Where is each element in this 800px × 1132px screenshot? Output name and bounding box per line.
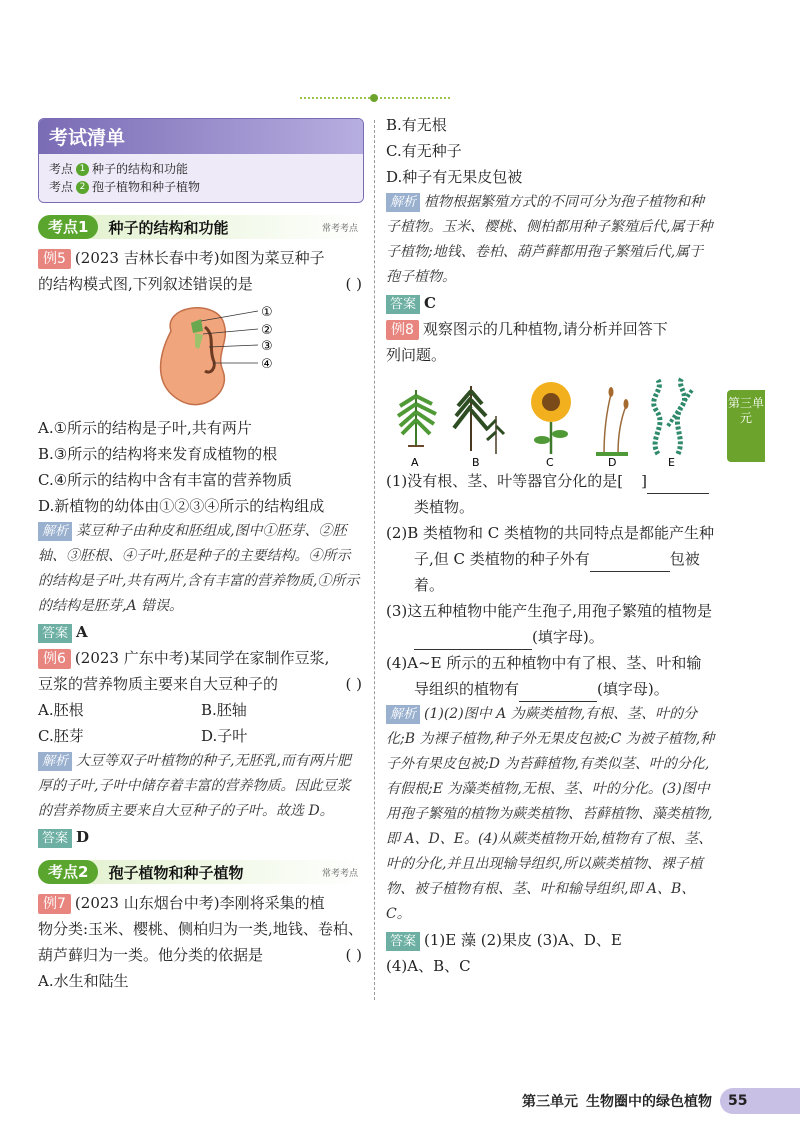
section-tag: 考点1 [38,215,98,239]
unit-side-tab: 第三单元 [727,390,765,462]
page-footer [522,1086,800,1116]
plant-label-c: C [546,456,554,468]
answer-blank[interactable] [519,684,597,702]
analysis-text: (1)(2)图中 A 为蕨类植物,有根、茎、叶的分化;B 为裸子植物,种子外无果皮包被;C 为被子植物,种子外有果皮包被;D 为苔藓植物,有类似茎、叶的分化,有假根;E 为藻类植物,无根、茎、叶的分化。(3)图中用孢子繁殖的植物为蕨类植物、苔藓植物、藻类植物,即 A、D、E。(4)从蕨类植物开始,植物有了根、茎、叶的分化,并且出现输导组织,所以蕨类植物、裸子植物、被子植物有根、茎、叶和输导组织,即 A、B、C。 [386,706,715,922]
footer-chapter: 生物圈中的绿色植物 [586,1094,712,1110]
exam-checklist [38,118,364,203]
answer-tag: 答案 [386,295,420,314]
sub-question-3 [386,598,716,650]
checklist-item-text: 种子的结构和功能 [92,162,189,176]
section-header-1 [38,215,364,239]
question-text: (2023 广东中考)某同学在家制作豆浆, [74,649,330,667]
answer-value: D [76,828,90,846]
answer-blank[interactable] [623,476,641,494]
sub-question-text: ] [641,472,647,490]
question-text: 的结构模式图,下列叙述错误的是 [38,275,253,293]
section-tag: 考点2 [38,860,98,884]
sub-question-2 [386,520,716,598]
sub-question-text: 类植物。 [414,498,475,516]
answer-tag: 答案 [386,932,420,951]
analysis-tag: 解析 [386,705,420,724]
sub-question-text: (1)没有根、茎、叶等器官分化的是[ [386,472,624,490]
top-decoration [300,94,450,102]
section-title: 孢子植物和种子植物 [108,863,244,882]
section-header-2 [38,860,364,884]
checklist-item-prefix: 考点 [49,162,74,176]
question-text: (2023 山东烟台中考)李刚将采集的植 [74,894,325,912]
right-column [386,112,716,979]
sub-question-text: (3)这五种植物中能产生孢子,用孢子繁殖的植物是 [386,602,713,620]
analysis-text: 植物根据繁殖方式的不同可分为孢子植物和种子植物。玉米、樱桃、侧柏都用种子繁殖后代,属于种子植物;地钱、卷柏、葫芦藓都用孢子繁殖后代,属于孢子植物。 [386,194,713,285]
answer-blank[interactable] [590,554,670,572]
option-b: B.有无根 [386,116,447,134]
analysis-tag: 解析 [38,752,72,771]
answer-blank[interactable] [647,476,709,494]
section-title: 种子的结构和功能 [108,218,229,237]
example-tag: 例7 [38,894,71,914]
option-a: A.①所示的结构是子叶,共有两片 [38,419,252,437]
option-b: B.③所示的结构将来发育成植物的根 [38,445,278,463]
example-7 [38,890,364,994]
left-column [38,118,364,994]
answer-tag: 答案 [38,829,72,848]
example-tag: 例5 [38,249,71,269]
analysis-tag: 解析 [38,522,72,541]
option-a: A.胚根 [38,701,84,719]
sub-question-text: (填字母)。 [597,680,669,698]
answer-value: C [424,294,436,312]
option-a: A.水生和陆生 [38,972,129,990]
answer-value: (1)E 藻 (2)果皮 (3)A、D、E [424,931,622,949]
sub-question-text: (2)B 类植物和 C 类植物的共同特点是都能产生种子,但 C 类植物的种子外有 [386,524,715,568]
number-badge: 2 [76,181,89,194]
answer-blank[interactable] [414,632,532,650]
bean-seed-diagram [143,301,343,411]
plant-label-b: B [472,456,480,468]
fern-icon [398,390,436,446]
seed-label-2: ② [261,323,273,338]
answer-value: (4)A、B、C [386,957,471,975]
option-b: B.胚轴 [201,701,247,719]
plant-label-e: E [668,456,675,468]
plants-diagram [386,376,716,468]
algae-icon [654,378,692,454]
example-tag: 例6 [38,649,71,669]
sub-question-1 [386,468,716,520]
option-d: D.子叶 [201,727,248,745]
question-text: (2023 吉林长春中考)如图为菜豆种子 [74,249,325,267]
answer-paren: ( ) [345,946,362,964]
example-8 [386,316,716,979]
answer-paren: ( ) [345,275,362,293]
example-6 [38,645,364,850]
sunflower-icon [531,382,571,454]
checklist-item-1 [49,160,353,178]
conifer-icon [454,386,504,454]
section-hint: 常考考点 [321,868,358,879]
option-c: C.④所示的结构中含有丰富的营养物质 [38,471,293,489]
seed-label-1: ① [261,305,273,320]
option-c: C.有无种子 [386,142,462,160]
moss-icon [596,387,629,454]
sub-question-text: (填字母)。 [532,628,604,646]
analysis-text: 大豆等双子叶植物的种子,无胚乳,而有两片肥厚的子叶,子叶中储存着丰富的营养物质。因此豆浆的营养物质主要来自大豆种子的子叶。故选 D。 [38,753,351,819]
plant-label-d: D [608,456,617,468]
question-text: 豆浆的营养物质主要来自大豆种子的 [38,675,279,693]
option-d: D.新植物的幼体由①②③④所示的结构组成 [38,497,325,515]
page-number: 55 [720,1088,800,1114]
number-badge: 1 [76,163,89,176]
checklist-item-text: 孢子植物和种子植物 [92,180,201,194]
checklist-item-prefix: 考点 [49,180,74,194]
seed-label-4: ④ [261,357,273,372]
column-divider [374,120,375,1000]
section-hint: 常考考点 [321,223,358,234]
example-5 [38,245,364,645]
analysis-text: 菜豆种子由种皮和胚组成,图中①胚芽、②胚轴、③胚根、④子叶,胚是种子的主要结构。④所示的结构是子叶,共有两片,含有丰富的营养物质,①所示的结构是胚芽,A 错误。 [38,523,360,614]
example-tag: 例8 [386,320,419,340]
option-c: C.胚芽 [38,727,84,745]
sub-question-4 [386,650,716,702]
question-text: 观察图示的几种植物,请分析并回答下 [422,320,668,338]
answer-value: A [76,623,88,641]
sub-question-text: 包被着。 [414,550,700,594]
checklist-item-2 [49,178,353,196]
question-text: 列问题。 [386,346,447,364]
sub-question-text: (4)A~E 所示的五种植物中有了根、茎、叶和输导组织的植物有 [386,654,702,698]
footer-unit: 第三单元 [522,1094,578,1110]
question-text: 葫芦藓归为一类。他分类的依据是 [38,946,264,964]
checklist-title: 考试清单 [39,119,363,154]
option-d: D.种子有无果皮包被 [386,168,523,186]
seed-label-3: ③ [261,339,273,354]
answer-tag: 答案 [38,624,72,643]
answer-paren: ( ) [345,675,362,693]
question-text: 物分类:玉米、樱桃、侧柏归为一类,地钱、卷柏、 [38,920,363,938]
plant-label-a: A [411,456,419,468]
analysis-tag: 解析 [386,193,420,212]
